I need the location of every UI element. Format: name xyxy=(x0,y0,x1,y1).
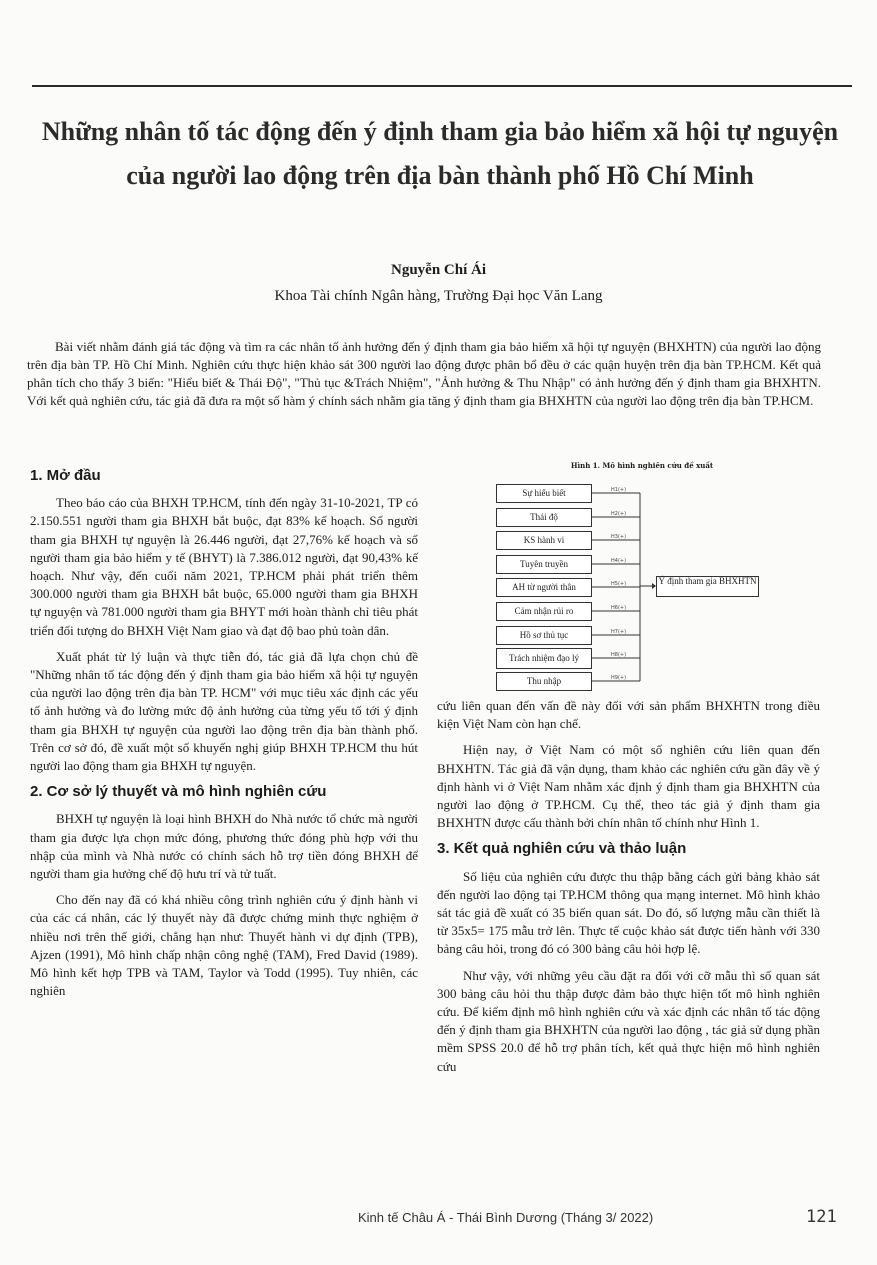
article-title: Những nhân tố tác động đến ý định tham gia bảo hiểm xã hội tự nguyện của người lao động trên địa bàn thành phố Hồ Chí Minh xyxy=(41,117,839,190)
section-2-heading: 2. Cơ sở lý thuyết và mô hình nghiên cứu xyxy=(30,783,327,801)
left-column xyxy=(30,463,418,1008)
factor-box: Sự hiểu biết xyxy=(496,484,592,503)
page-number: 121 xyxy=(806,1207,837,1227)
dependent-variable-box: Ý định tham gia BHXHTN xyxy=(656,576,759,597)
hypothesis-label: H8(+) xyxy=(611,652,627,658)
factor-box: Tuyên truyền xyxy=(496,555,592,574)
paragraph: Như vậy, với những yêu cầu đặt ra đối với cỡ mẫu thì số quan sát 300 bảng câu hỏi thu thập được đảm bảo thực hiện tốt mô hình nghiên cứu. Để kiểm định mô hình nghiên cứu và xác định các nhân tố tác động đến ý định tham gia BHXHTN của người lao động , tác giả sử dụng phần mềm SPSS 20.0 để hỗ trợ phân tích, kết quả thực hiện mô hình nghiên cứu xyxy=(437,967,820,1074)
section-1-heading: 1. Mở đầu xyxy=(30,467,101,484)
factor-box: Hồ sơ thủ tục xyxy=(496,626,592,645)
factor-box: AH từ người thân xyxy=(496,578,592,597)
figure-caption: Hình 1. Mô hình nghiên cứu đề xuất xyxy=(570,461,714,470)
hypothesis-label: H9(+) xyxy=(611,675,627,681)
top-rule xyxy=(32,85,852,87)
paragraph: Theo báo cáo của BHXH TP.HCM, tính đến ngày 31-10-2021, TP có 2.150.551 người tham gia BHXH bắt buộc, đạt 83% kế hoạch. Số người tham gia BHXH tự nguyện là 26.446 người, đạt 27,76% kế hoạch và số người tham gia bảo hiểm y tế (BHYT) là 7.386.012 người, đạt 90,43% kế hoạch. Như vậy, đến cuối năm 2021, TP.HCM phải phát triển thêm 300.000 người tham gia BHXH bắt buộc, 65.000 người tham gia BHXH tự nguyện và 781.000 người tham gia BHYT mới hoàn thành chỉ tiêu phát triển đối tượng do BHXH Việt Nam giao và đạt độ bao phủ toàn dân. xyxy=(30,495,418,638)
factor-box: Trách nhiệm đạo lý xyxy=(496,648,592,669)
paragraph: Xuất phát từ lý luận và thực tiễn đó, tác giả đã lựa chọn chủ đề "Những nhân tố tác động đến ý định tham gia bảo hiểm xã hội tự nguyện của người lao động trên địa bàn TP. HCM" với mục tiêu xác định các yếu tố ảnh hưởng và đo lường mức độ ảnh hưởng của từng yếu tố tới ý định tham gia BHXH tự nguyện của người lao động trên địa bàn thành phố. Trên cơ sở đó, đề xuất một số khuyến nghị giúp BHXH TP.HCM thu hút người lao động tham gia BHXH tự nguyện. xyxy=(30,648,418,774)
hypothesis-label: H7(+) xyxy=(611,629,627,635)
section-3-heading: 3. Kết quả nghiên cứu và thảo luận xyxy=(437,840,687,858)
paragraph: Số liệu của nghiên cứu được thu thập bằng cách gửi bảng khảo sát đến người lao động tại TP.HCM thông qua mạng internet. Mô hình khảo sát tác giả đề xuất có 35 biến quan sát. Do đó, số lượng mẫu cần thiết là từ 35x5= 175 mẫu trở lên. Thực tế cuộc khảo sát được tiến hành với 330 bảng câu hỏi, trong đó có 300 bảng câu hỏi hợp lệ. xyxy=(437,868,820,957)
hypothesis-label: H2(+) xyxy=(611,511,627,517)
journal-footer: Kinh tế Châu Á - Thái Bình Dương (Tháng 3/ 2022) xyxy=(358,1210,654,1225)
right-column xyxy=(437,697,820,1084)
factor-box: KS hành vi xyxy=(496,531,592,550)
factor-box: Thu nhập xyxy=(496,672,592,691)
hypothesis-label: H5(+) xyxy=(611,581,627,587)
paragraph: BHXH tự nguyện là loại hình BHXH do Nhà nước tổ chức mà người tham gia được lựa chọn mức đóng, phương thức đóng phù hợp với thu nhập của mình và Nhà nước có chính sách hỗ trợ tiền đóng BHXH để người tham gia hưởng chế độ hưu trí và tử tuất. xyxy=(30,811,418,882)
paragraph: cứu liên quan đến vấn đề này đối với sản phẩm BHXHTN trong điều kiện Việt Nam còn hạn chế. xyxy=(437,698,820,732)
factor-box: Cảm nhận rủi ro xyxy=(496,602,592,621)
author-name: Nguyễn Chí Ái xyxy=(390,262,487,278)
hypothesis-label: H1(+) xyxy=(611,487,627,493)
paragraph: Hiện nay, ở Việt Nam có một số nghiên cứu liên quan đến BHXHTN. Tác giả đã vận dụng, tham khảo các nghiên cứu gần đây về ý định hành vi ở Việt Nam nhằm xác định ý định tham gia BHXHTN của người lao động ở TP.HCM. Cụ thể, theo tác giả ý định tham gia BHXHTN được cấu thành bởi chín nhân tố chính như Hình 1. xyxy=(437,742,820,831)
hypothesis-label: H6(+) xyxy=(611,605,627,611)
author-affiliation: Khoa Tài chính Ngân hàng, Trường Đại học Văn Lang xyxy=(274,288,603,304)
factor-box: Thái độ xyxy=(496,508,592,527)
paragraph: Cho đến nay đã có khá nhiều công trình nghiên cứu ý định hành vi của các cá nhân, các lý thuyết này đã được chứng minh thực nghiệm ở nhiều nơi trên thế giới, chẳng hạn như: Thuyết hành vi dự định (TPB), Ajzen (1991), Mô hình chấp nhận công nghệ (TAM), Fred David (1989). Mô hình kết hợp TPB và TAM, Taylor và Todd (1995). Tuy nhiên, các nghiên xyxy=(30,892,418,999)
abstract: Bài viết nhằm đánh giá tác động và tìm ra các nhân tố ảnh hưởng đến ý định tham gia bảo hiểm xã hội tự nguyện (BHXHTN) của người lao động trên địa bàn TP. Hồ Chí Minh. Nghiên cứu thực hiện khảo sát 300 người lao động được phân bổ đều ở các quận huyện trên địa bàn TP.HCM. Kết quả phân tích cho thấy 3 biến: "Hiểu biết & Thái Độ", "Thủ tục &Trách Nhiệm", "Ảnh hưởng & Thu Nhập" có ảnh hưởng đến ý định tham gia BHXHTN. Với kết quả nghiên cứu, tác giả đã đưa ra một số hàm ý chính sách nhằm gia tăng ý định tham gia BHXHTN của người lao động trên địa bàn TP.HCM. xyxy=(27,339,821,408)
hypothesis-label: H4(+) xyxy=(611,558,627,564)
hypothesis-label: H3(+) xyxy=(611,534,627,540)
